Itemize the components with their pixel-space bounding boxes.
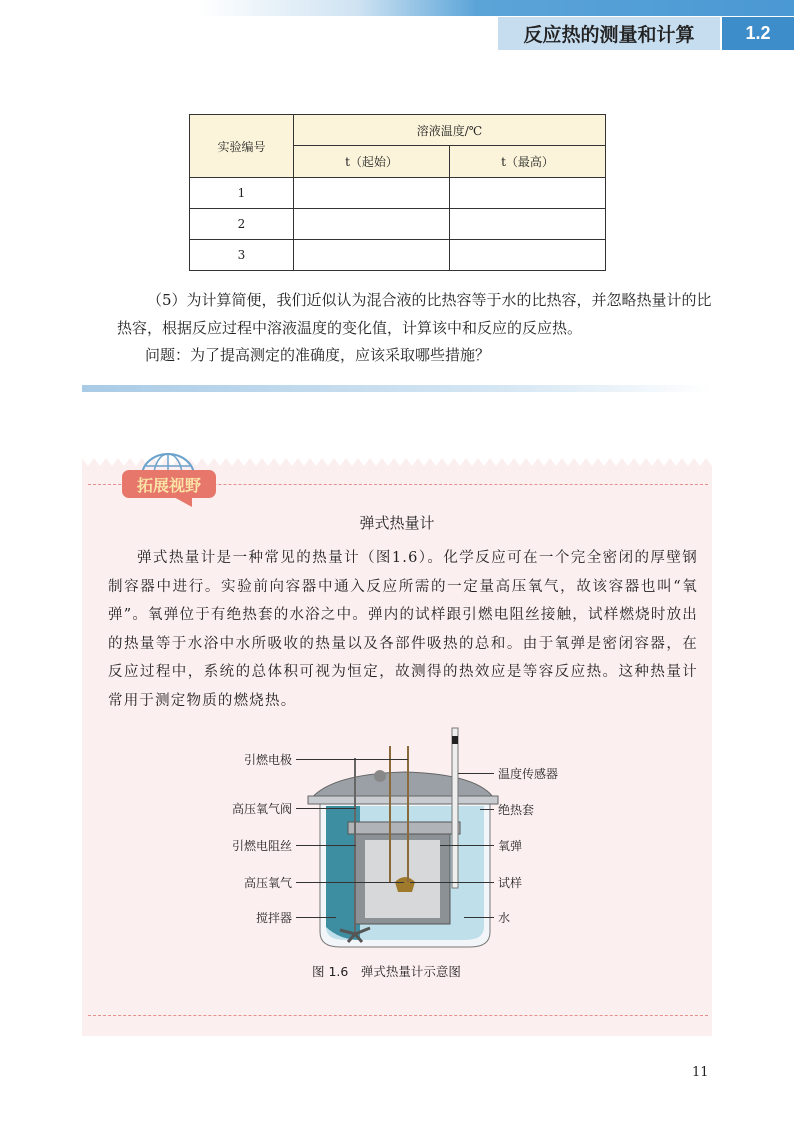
- row-number: 1: [190, 178, 294, 209]
- label-stirrer: 搅拌器: [255, 911, 292, 925]
- paragraph-step5: （5）为计算简便，我们近似认为混合液的比热容等于水的比热容，并忽略热量计的比热容，根据反应过程中溶液温度的变化值，计算该中和反应的反应热。: [117, 291, 712, 337]
- header-gradient-bar: [0, 0, 794, 16]
- leader-line: [296, 882, 404, 883]
- label-oxygen-valve: 高压氧气阀: [231, 802, 292, 816]
- table-row: [190, 240, 606, 271]
- leader-line: [440, 845, 494, 846]
- label-temperature-sensor: 温度传感器: [498, 767, 559, 781]
- section-number: 1.2: [722, 17, 794, 50]
- cell-empty: [450, 209, 606, 240]
- cell-empty: [294, 178, 450, 209]
- box-title: 弹式热量计: [359, 514, 435, 532]
- leader-line: [458, 773, 494, 774]
- leader-line: [296, 759, 408, 760]
- badge-tail: [172, 496, 194, 508]
- temperature-table: [189, 114, 606, 271]
- leader-line: [296, 808, 356, 809]
- paragraph-question: 问题：为了提高测定的准确度，应该采取哪些措施？: [145, 346, 491, 364]
- row-number: 3: [190, 240, 294, 271]
- table-row: [190, 209, 606, 240]
- label-insulation-jacket: 绝热套: [498, 803, 535, 817]
- page-number: 11: [692, 1065, 709, 1080]
- cell-empty: [450, 178, 606, 209]
- label-ignition-wire: 引燃电阻丝: [231, 839, 292, 853]
- label-ignition-electrode: 引燃电极: [243, 753, 292, 767]
- bomb-calorimeter-diagram: [300, 722, 500, 954]
- table-row: [190, 178, 606, 209]
- leader-line: [464, 917, 494, 918]
- label-water: 水: [498, 911, 511, 925]
- leader-line: [296, 917, 336, 918]
- col-header-start: t（起始）: [294, 146, 450, 178]
- cell-empty: [294, 209, 450, 240]
- label-oxygen-bomb: 氧弹: [498, 839, 523, 853]
- leader-line: [410, 882, 494, 883]
- section-title: 反应热的测量和计算: [498, 17, 720, 50]
- figure-caption: 图 1.6 弹式热量计示意图: [312, 964, 461, 979]
- leader-line: [296, 845, 356, 846]
- col-header-max: t（最高）: [450, 146, 606, 178]
- col-header-temperature: 溶液温度/℃: [294, 115, 606, 146]
- dashed-line-bottom: [88, 1015, 708, 1016]
- label-sample: 试样: [498, 876, 523, 890]
- cell-empty: [450, 240, 606, 271]
- cell-empty: [294, 240, 450, 271]
- label-high-pressure-oxygen: 高压氧气: [243, 876, 292, 890]
- box-paragraph: 弹式热量计是一种常见的热量计（图1.6）。化学反应可在一个完全密闭的厚壁钢制容器中进行。实验前向容器中通入反应所需的一定量高压氧气，故该容器也叫“氧弹”。氧弹位于有绝热套的水浴之中。弹内的试样跟引燃电阻丝接触，试样燃烧时放出的热量等于水浴中水所吸收的热量以及各部件吸热的总和。由于氧弹是密闭容器，在反应过程中，系统的总体积可视为恒定，故测得的热效应是等容反应热。这种热量计常用于测定物质的燃烧热。: [108, 550, 698, 709]
- leader-line: [480, 809, 494, 810]
- col-header-experiment: 实验编号: [190, 115, 294, 178]
- row-number: 2: [190, 209, 294, 240]
- section-divider: [82, 385, 712, 392]
- badge-extended-view: 拓展视野: [122, 470, 216, 498]
